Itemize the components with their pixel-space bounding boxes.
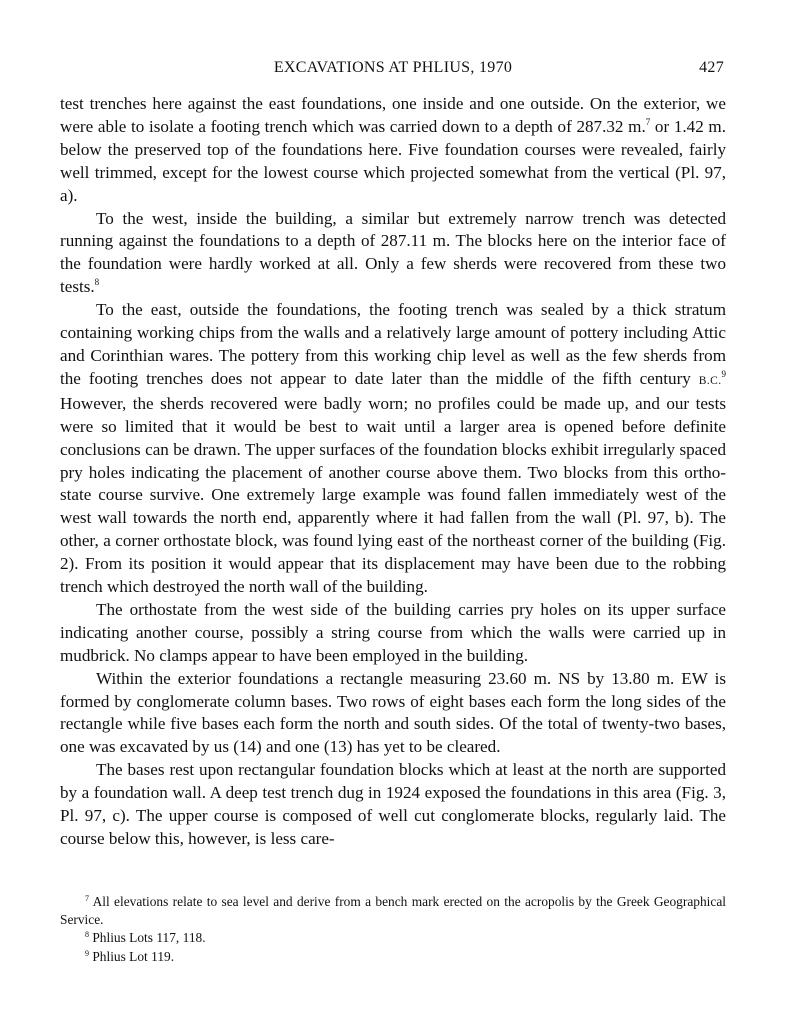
footnote-mark: 8	[85, 930, 89, 940]
main-text	[60, 93, 726, 851]
footnote-text: All elevations relate to sea level and derive from a bench mark erected on the acropolis by the Greek Geographical Service.	[60, 894, 726, 928]
paragraph-text: To the west, inside the building, a similar but extremely narrow trench was detected running against the foundations to a depth of 287.11 m. The blocks here on the interior face of the foundation were hardly worked at all. Only a few sherds were recovered from these two tests.	[60, 208, 726, 297]
footnote-mark: 7	[85, 894, 89, 903]
footnotes	[60, 893, 726, 966]
running-header	[60, 59, 726, 81]
footnote-text: Phlius Lots 117, 118.	[89, 930, 206, 946]
paragraph	[60, 759, 726, 851]
paragraph-text: or 1.42 m. below the preserved top of the foundations here. Five foundation courses were revealed, fairly well trimmed, except for the lowest course which projected somewhat from the vertical (Pl. 97, a).	[60, 116, 727, 205]
footnote-ref: 8	[94, 277, 100, 288]
footnote-ref: 7	[645, 116, 651, 127]
paragraph-text: To the east, outside the foundations, the footing trench was sealed by a thick stratum containing working chips from the walls and a relatively large amount of pottery including Attic and Corinthian wares. The pottery from this working chip level as well as the few sherds from the footing trenches does not appear to date later than the middle of the fifth century	[60, 300, 726, 388]
footnote-ref: 9	[721, 368, 726, 379]
paragraph-text: test trenches here against the east foundations, one inside and one outside. On the exterior, we were able to isolate a footing trench which was carried down to a depth of 287.32 m.	[60, 94, 726, 136]
footnote-mark: 9	[85, 948, 89, 958]
paragraph-text: However, the sherds recovered were badly worn; no profiles could be made up, and our tests were so limited that it would be best to wait until a larger area is opened before definite conclusions can be drawn. The upper surfaces of the foundation blocks exhibit irregularly spaced pry holes indicating the placement of another course above them. Two blocks from this orthostate course survive. One extremely large example was found fallen immediately west of the west wall towards the north end, apparently where it had fallen from the wall (Pl. 97, b). The other, a corner orthostate block, was found lying east of the northeast corner of the building (Fig. 2). From its position it would appear that its displacement may have been due to the robbing trench which destroyed the north wall of the building.	[60, 393, 726, 597]
page-number: 427	[699, 59, 724, 76]
footnote	[60, 948, 726, 966]
paragraph	[60, 599, 726, 668]
small-caps-era: B.C.	[698, 374, 722, 387]
paragraph-text: The orthostate from the west side of the building carries pry holes on its upper surface indicating another course, possibly a string course from which the walls were carried up in mudbrick. No clamps appear to have been employed in the building.	[60, 599, 726, 665]
paragraph-text: Within the exterior foundations a rectangle measuring 23.60 m. NS by 13.80 m. EW is formed by conglomerate column bases. Two rows of eight bases each form the long sides of the rectangle while five bases each form the north and south sides. Of the total of twenty-two bases, one was excavated by us (14) and one (13) has yet to be cleared.	[60, 668, 726, 757]
running-title: EXCAVATIONS AT PHLIUS, 1970	[273, 59, 513, 76]
footnote-text: Phlius Lot 119.	[89, 948, 175, 964]
paragraph	[60, 668, 726, 760]
footnote	[60, 929, 726, 947]
paragraph	[60, 299, 726, 599]
paragraph-text: The bases rest upon rectangular foundation blocks which at least at the north are supported by a foundation wall. A deep test trench dug in 1924 exposed the foundations in this area (Fig. 3, Pl. 97, c). The upper course is composed of well cut conglomerate blocks, regularly laid. The course below this, however, is less care-	[60, 760, 726, 848]
paragraph	[60, 93, 726, 208]
footnote	[60, 893, 726, 929]
paragraph	[60, 208, 726, 300]
